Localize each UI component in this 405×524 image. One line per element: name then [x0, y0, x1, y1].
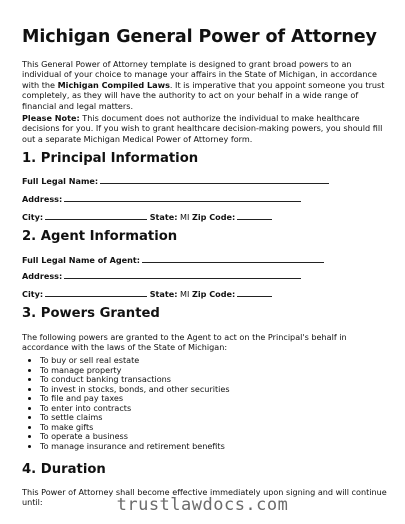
agent-state-value: MI [180, 289, 190, 299]
section-heading-powers: 3. Powers Granted [22, 306, 160, 321]
section-heading-agent: 2. Agent Information [22, 229, 178, 244]
principal-zip-label: Zip Code: [191, 212, 236, 222]
agent-zip-label: Zip Code: [191, 289, 236, 299]
list-item: • To enter into contracts [40, 404, 380, 414]
list-item: • To settle claims [40, 413, 380, 423]
list-item: • To manage insurance and retirement benefits [40, 442, 380, 452]
principal-name-label: Full Legal Name: [22, 176, 99, 186]
duration-text: This Power of Attorney shall become effective immediately upon signing and will continue until: [22, 487, 387, 508]
principal-address-field[interactable] [64, 193, 301, 202]
principal-city-row [22, 211, 272, 222]
principal-name-row [22, 175, 329, 186]
document-title: Michigan General Power of Attorney [22, 27, 377, 47]
principal-name-field[interactable] [100, 175, 329, 184]
list-item: • To manage property [40, 366, 380, 376]
agent-city-field[interactable] [45, 288, 147, 297]
section-heading-duration: 4. Duration [22, 462, 106, 477]
agent-zip-field[interactable] [237, 288, 272, 297]
principal-city-field[interactable] [45, 211, 147, 220]
list-item: • To make gifts [40, 423, 380, 433]
intro-text-before: This General Power of Attorney template is designed to grant broad powers to an individual of your choice to manage your affairs in the State of Michigan, in accordance with the [22, 59, 377, 90]
agent-name-row [22, 254, 324, 265]
agent-name-field[interactable] [142, 254, 324, 263]
principal-state-label: State: [149, 212, 178, 222]
powers-intro: The following powers are granted to the Agent to act on the Principal's behalf in accordance with the laws of the State of Michigan: [22, 332, 347, 353]
note-paragraph [22, 113, 387, 144]
powers-list [22, 356, 380, 451]
agent-city-label: City: [22, 289, 44, 299]
principal-address-label: Address: [22, 194, 63, 204]
list-item: • To invest in stocks, bonds, and other securities [40, 385, 380, 395]
agent-address-row [22, 270, 301, 281]
note-text: This document does not authorize the individual to make healthcare decisions for you. If you wish to grant healthcare decision-making powers, you should fill out a separate Michigan Medical Power of Attorney form. [22, 113, 383, 144]
section-heading-principal: 1. Principal Information [22, 151, 199, 166]
agent-address-field[interactable] [64, 270, 301, 279]
list-item: • To operate a business [40, 432, 380, 442]
agent-name-label: Full Legal Name of Agent: [22, 255, 141, 265]
principal-address-row [22, 193, 301, 204]
agent-city-row [22, 288, 272, 299]
intro-text-after: . It is imperative that you appoint someone you trust completely, as they will have the authority to act on your behalf in a wide range of financial and legal matters. [22, 79, 385, 111]
note-label: Please Note: [22, 113, 80, 123]
principal-city-label: City: [22, 212, 44, 222]
watermark-text: trustlawdocs.com [116, 495, 289, 515]
agent-address-label: Address: [22, 271, 63, 281]
list-item: • To conduct banking transactions [40, 375, 380, 385]
list-item: • To buy or sell real estate [40, 356, 380, 366]
principal-zip-field[interactable] [237, 211, 272, 220]
intro-paragraph [22, 59, 387, 111]
list-item: • To file and pay taxes [40, 394, 380, 404]
agent-state-label: State: [149, 289, 178, 299]
law-name: Michigan Compiled Laws [57, 79, 170, 90]
principal-state-value: MI [180, 212, 190, 222]
